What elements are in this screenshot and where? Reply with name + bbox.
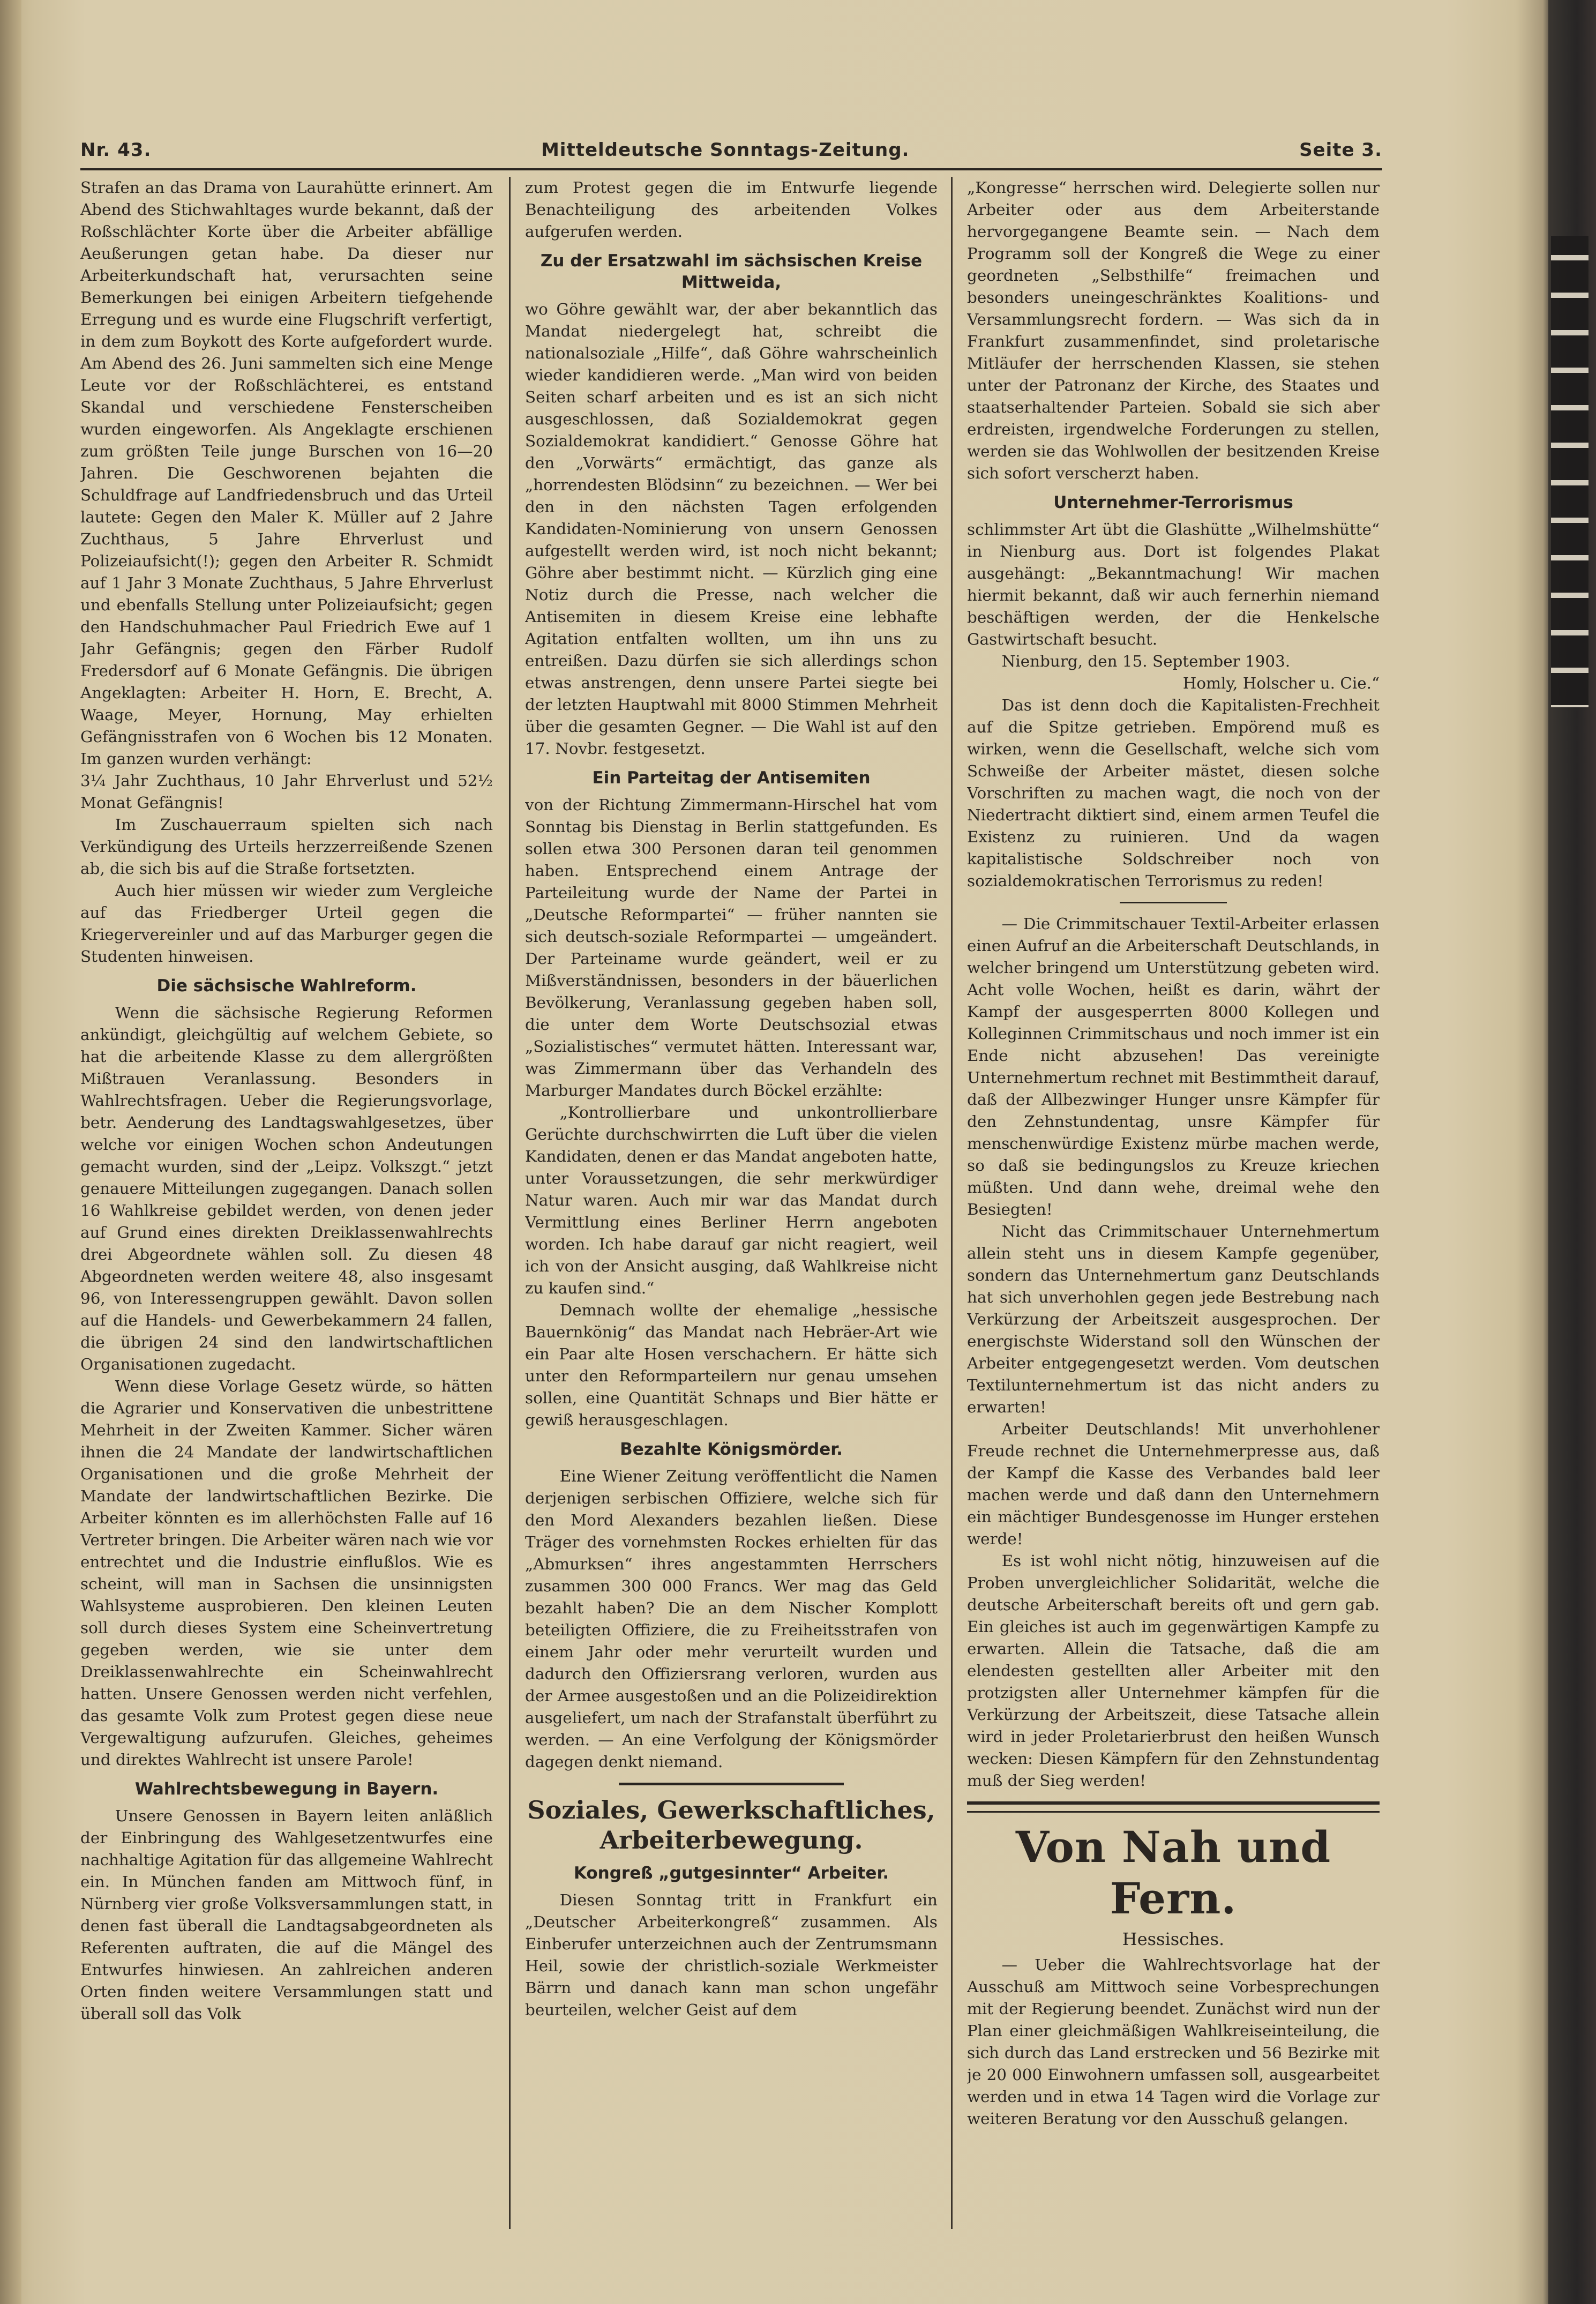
column-2	[525, 177, 938, 2229]
section-separator	[1120, 902, 1227, 903]
article-text: schlimmster Art übt die Glashütte „Wilhelmshütte“ in Nienburg aus. Dort ist folgendes Plakat ausgehängt: „Bekanntmachung! Wir machen hiermit bekannt, daß wir auch fernerhin niemand beschäftigen werden, der die Henkelsche Gastwirtschaft besucht.	[967, 520, 1380, 648]
article-text: Auch hier müssen wir wieder zum Vergleiche auf das Friedberger Urteil gegen die Kriegervereinler und auf das Marburger gegen die Studenten hinweisen.	[80, 881, 493, 966]
headline-wahlrechtsbewegung-bayern: Wahlrechtsbewegung in Bayern.	[134, 1779, 439, 1799]
headline-kongress-arbeiter: Kongreß „gutgesinnter“ Arbeiter.	[573, 1864, 889, 1883]
notice-date: Nienburg, den 15. September 1903.	[1001, 652, 1291, 670]
article-text: — Die Crimmitschauer Textil-Arbeiter erlassen einen Aufruf an die Arbeiterschaft Deutschlands, in welcher bringend um Unterstützung gebeten wird. Acht volle Wochen, heißt es darin, währt der Kampf der ausgesperrten 8000 Kollegen und Kolleginnen Crimmitschaus und noch immer ist ein Ende nicht abzusehen! Das vereinigte Unternehmertum rechnet mit Bestimmtheit darauf, daß der Allbezwinger Hunger unsre Kämpfer für den Zehnstundentag, unsre Kämpfer für menschenwürdige Existenz mürbe machen werde, so daß sie bedingungslos zu Kreuze kriechen müßten. Und dann wehe, dreimal wehe den Besiegten!	[967, 915, 1380, 1218]
section-separator	[619, 1783, 844, 1785]
article-text: 3¼ Jahr Zuchthaus, 10 Jahr Ehrverlust und 52½ Monat Gefängnis!	[80, 772, 493, 812]
article-text: Diesen Sonntag tritt in Frankfurt ein „Deutscher Arbeiterkongreß“ zusammen. Als Einberufer unterzeichnen auch der Zentrumsmann Heil, sowie der christlich-soziale Werkmeister Bärrn und danach kann man schon ungefähr beurteilen, welcher Geist auf dem	[525, 1891, 938, 2019]
headline-parteitag-antisemiten: Ein Parteitag der Antisemiten	[592, 768, 871, 788]
section-title-soziales: Soziales, Gewerkschaftliches, Arbeiterbewegung.	[527, 1796, 935, 1854]
headline-unternehmer-terrorismus: Unternehmer-Terrorismus	[1053, 493, 1293, 512]
headline-ersatzwahl-mittweida: Zu der Ersatzwahl im sächsischen Kreise Mittweida,	[540, 251, 923, 292]
article-text: Wenn diese Vorlage Gesetz würde, so hätten die Agrarier und Konservativen die unbestrittene Mehrheit in der Zweiten Kammer. Sicher wären ihnen die 24 Mandate der landwirtschaftlichen Organisationen und die große Mehrheit der Mandate der landwirtschaftlichen Bezirke. Die Arbeiter könnten es im allerhöchsten Falle auf 16 Vertreter bringen. Die Arbeiter wären nach wie vor entrechtet und die Industrie einflußlos. Wie es scheint, will man in Sachsen die unsinnigsten Wahlsysteme ausprobieren. Den kleinen Leuten soll durch dieses System eine Scheinvertretung gegeben werden, wie sie unter dem Dreiklassenwahlrechte ein Scheinwahlrecht hatten. Unsere Genossen werden nicht verfehlen, das gesamte Volk zum Protest gegen diese neue Vergewaltigung aufzurufen. Gleiches, geheimes und direktes Wahlrecht ist unsere Parole!	[80, 1377, 493, 1769]
binding-label	[1551, 236, 1588, 707]
notice-signature: Homly, Holscher u. Cie.“	[1182, 674, 1380, 692]
newspaper-page	[80, 134, 1382, 2234]
column-divider-1	[509, 177, 511, 2229]
column-divider-2	[951, 177, 953, 2229]
page-header	[80, 134, 1382, 166]
article-text: Unsere Genossen in Bayern leiten anläßlich der Einbringung des Wahlgesetzentwurfes eine nachhaltige Agitation für das allgemeine Wahlrecht ein. In München fanden am Mittwoch fünf, in Nürnberg vier große Volksversammlungen statt, in denen fast überall die Landtagsabgeordneten als Referenten auftraten, die auf die Mängel des Entwurfes hinwiesen. An zahlreichen anderen Orten finden weitere Versammlungen statt und überall soll das Volk	[80, 1807, 493, 2023]
section-title-von-nah-und-fern: Von Nah und Fern.	[1015, 1822, 1331, 1924]
article-text: Eine Wiener Zeitung veröffentlicht die Namen derjenigen serbischen Offiziere, welche sich für den Mord Alexanders bezahlen ließen. Diese Träger des vornehmsten Rockes erhielten für das „Abmurksen“ ihres angestammten Herrschers zusammen 300 000 Francs. Wer mag das Geld bezahlt haben? Die an dem Nischer Komplott beteiligten Offiziere, die zu Freiheitsstrafen von einem Jahr oder mehr verurteilt wurden und dadurch den Offiziersrang verloren, wurden aus der Armee ausgestoßen und an die Polizeidirektion ausgeliefert, um nach der Strafanstalt überführt zu werden. — An eine Verfolgung der Königsmörder dagegen denkt niemand.	[525, 1467, 938, 1771]
article-text: Strafen an das Drama von Laurahütte erinnert. Am Abend des Stichwahltages wurde bekannt, daß der Roßschlächter Korte über die Arbeiter abfällige Aeußerungen getan habe. Da dieser nur Arbeiterkundschaft hat, verursachten seine Bemerkungen bei einigen Arbeitern tiefgehende Erregung und es wurde eine Flugschrift verfertigt, in dem zum Boykott des Korte aufgefordert wurde. Am Abend des 26. Juni sammelten sich eine Menge Leute vor der Roßschlächterei, es entstand Skandal und verschiedene Fensterscheiben wurden eingeworfen. Als Angeklagte erschienen zum größten Teile junge Burschen von 16—20 Jahren. Die Geschworenen bejahten die Schuldfrage auf Landfriedensbruch und das Urteil lautete: Gegen den Maler K. Müller auf 2 Jahre Zuchthaus, 5 Jahre Ehrverlust und Polizeiaufsicht(!); gegen den Arbeiter R. Schmidt auf 1 Jahr 3 Monate Zuchthaus, 5 Jahre Ehrverlust und ebenfalls Stellung unter Polizeiaufsicht; gegen den Handschuhmacher Paul Friedrich Ewe auf 1 Jahr Gefängnis; gegen den Färber Rudolf Fredersdorf auf 6 Monate Gefängnis. Die übrigen Angeklagten: Arbeiter H. Horn, E. Brecht, A. Waage, Meyer, Hornung, May erhielten Gefängnisstrafen von 6 Wochen bis 12 Monaten. Im ganzen wurden verhängt:	[80, 178, 493, 768]
article-text: Wenn die sächsische Regierung Reformen ankündigt, gleichgültig auf welchem Gebiete, so hat die arbeitende Klasse zu dem allergrößten Mißtrauen Veranlassung. Besonders in Wahlrechtsfragen. Ueber die Regierungsvorlage, betr. Aenderung des Landtagswahlgesetzes, über welche vor einigen Wochen schon Andeutungen gemacht wurden, sind der „Leipz. Volkszgt.“ jetzt genauere Mitteilungen zugegangen. Danach sollen 16 Wahlkreise gebildet werden, von denen jeder auf Grund eines direkten Dreiklassenwahlrechts drei Abgeordnete wählen soll. Zu diesen 48 Abgeordneten werden weitere 48, also insgesamt 96, von Interessengruppen gewählt. Davon sollen auf die Handels- und Gewerbekammern 24 fallen, die übrigen 24 sind den landwirtschaftlichen Organisationen zugedacht.	[80, 1004, 493, 1373]
article-text: von der Richtung Zimmermann-Hirschel hat vom Sonntag bis Dienstag in Berlin stattgefunden. Es sollen etwa 300 Personen daran teil genommen haben. Entsprechend einem Antrage der Parteileitung wurde der Name der Partei in „Deutsche Reformpartei“ — früher nannten sie sich deutsch-soziale Reformpartei — umgeändert. Der Parteiname wurde geändert, weil er zu Mißverständnissen, besonders in der bäuerlichen Bevölkerung, Veranlassung gegeben haben soll, die unter dem Worte Deutschsozial etwas „Sozialistisches“ vermutet hätten. Interessant war, was Zimmermann über das Verhandeln des Marburger Mandates durch Böckel erzählte:	[525, 796, 938, 1099]
article-text: „Kongresse“ herrschen wird. Delegierte sollen nur Arbeiter oder aus dem Arbeiterstande hervorgegangene Beamte sein. — Nach dem Programm soll der Kongreß die Wege zu einer geordneten „Selbsthilfe“ freimachen und besonders uneingeschränktes Koalitions- und Versammlungsrecht fordern. — Was sich da in Frankfurt zusammenfindet, sind proletarische Mitläufer der herrschenden Klassen, sie stehen unter der Patronanz der Kirche, des Staates und staatserhaltender Parteien. Sobald sie sich aber erdreisten, irgendwelche Forderungen zu stellen, werden sie das Wohlwollen der besitzenden Kreise sich sofort verscherzt haben.	[967, 178, 1380, 482]
article-text: Im Zuschauerraum spielten sich nach Verkündigung des Urteils herzzerreißende Szenen ab, die sich bis auf die Straße fortsetzten.	[80, 816, 493, 878]
article-text: Es ist wohl nicht nötig, hinzuweisen auf die Proben unvergleichlicher Solidarität, welche die deutsche Arbeiterschaft bereits oft und gern gab. Ein gleiches ist auch im gegenwärtigen Kampfe zu erwarten. Allein die Tatsache, daß die am elendesten gestellten aller Arbeiter mit den protzigsten aller Unternehmer kämpfen für die Verkürzung der Arbeitszeit, diese Tatsache allein wird in jeder Proletarierbrust den heißen Wunsch wecken: Diesen Kämpfern für den Zehnstundentag muß der Sieg werden!	[967, 1552, 1380, 1790]
page-number: Seite 3.	[1299, 139, 1382, 161]
column-1	[80, 177, 493, 2229]
issue-number: Nr. 43.	[80, 139, 152, 161]
headline-saechsische-wahlreform: Die sächsische Wahlreform.	[156, 976, 417, 996]
article-text: — Ueber die Wahlrechtsvorlage hat der Ausschuß am Mittwoch seine Vorbesprechungen mit der Regierung beendet. Zunächst wird nun der Plan einer gleichmäßigen Wahlkreiseinteilung, die sich durch das Land erstrecken und 56 Bezirke mit je 20 000 Einwohnern umfassen soll, ausgearbeitet werden und in etwa 14 Tagen wird die Vorlage zur weiteren Beratung vor den Ausschuß gelangen.	[967, 1956, 1380, 2128]
article-text: Das ist denn doch die Kapitalisten-Frechheit auf die Spitze getrieben. Empörend muß es wirken, wenn die Gesellschaft, welche sich vom Schweiße der Arbeiter mästet, diesen solche Vorschriften zu machen wagt, die noch von der Niedertracht diktiert sind, einem armen Teufel die Existenz zu ruinieren. Und da wagen kapitalistische Soldschreiber noch von sozialdemokratischen Terrorismus zu reden!	[967, 696, 1380, 890]
article-text: Demnach wollte der ehemalige „hessische Bauernkönig“ das Mandat nach Hebräer-Art wie ein Paar alte Hosen verschachern. Er hätte sich unter den Reformparteilern nur genau umsehen sollen, eine Quantität Schnaps und Bier hätte er gewiß herausgeschlagen.	[525, 1301, 938, 1429]
article-text: wo Göhre gewählt war, der aber bekanntlich das Mandat niedergelegt hat, schreibt die nationalsoziale „Hilfe“, daß Göhre wahrscheinlich wieder kandidieren werde. „Man wird von beiden Seiten scharf arbeiten und es ist an sich nicht ausgeschlossen, daß Sozialdemokrat gegen Sozialdemokrat kandidiert.“ Genosse Göhre hat den „Vorwärts“ ermächtigt, das ganze als „horrendesten Blödsinn“ zu bezeichnen. — Wer bei den in den nächsten Tagen erfolgenden Kandidaten-Nominierung von unsern Genossen aufgestellt werden wird, ist noch nicht bekannt; Göhre aber bestimmt nicht. — Kürzlich ging eine Notiz durch die Presse, nach welcher die Antisemiten in diesem Kreise eine lebhafte Agitation entfalten wollten, um ihn uns zu entreißen. Dazu dürfen sie sich allerdings schon etwas anstrengen, denn unsere Partei siegte bei der letzten Hauptwahl mit 8000 Stimmen Mehrheit über die gesamten Gegner. — Die Wahl ist auf den 17. Novbr. festgesetzt.	[525, 300, 938, 758]
newspaper-title: Mitteldeutsche Sonntags-Zeitung.	[541, 139, 910, 161]
section-double-rule	[967, 1801, 1380, 1813]
header-rule	[80, 168, 1382, 170]
subsection-hessisches: Hessisches.	[1122, 1929, 1225, 1949]
column-3	[967, 177, 1380, 2229]
headline-bezahlte-koenigsmoerder: Bezahlte Königsmörder.	[620, 1440, 843, 1459]
article-text: Arbeiter Deutschlands! Mit unverhohlener Freude rechnet die Unternehmerpresse aus, daß der Kampf die Kasse des Verbandes bald leer machen werde und daß dann den Unternehmern ein mächtiger Bundesgenosse im Hunger erstehen werde!	[967, 1420, 1380, 1548]
article-text: zum Protest gegen die im Entwurfe liegende Benachteiligung des arbeitenden Volkes aufgerufen werden.	[525, 178, 938, 241]
article-quote: „Kontrollierbare und unkontrollierbare Gerüchte durchschwirrten die Luft über die vielen Kandidaten, denen er das Mandat angeboten hatte, unter Voraussetzungen, die sehr merkwürdiger Natur waren. Auch mir war das Mandat durch Vermittlung eines Berliner Herrn angeboten worden. Ich habe darauf gar nicht reagiert, weil ich von der Ansicht ausging, daß Wahlkreise nicht zu kaufen sind.“	[525, 1103, 938, 1297]
article-text: Nicht das Crimmitschauer Unternehmertum allein steht uns in diesem Kampfe gegenüber, sondern das Unternehmertum ganz Deutschlands hat sich unverhohlen gegen jede Bestrebung nach Verkürzung der Arbeitszeit ausgesprochen. Der energischste Widerstand soll den Wünschen der Arbeiter entgegengesetzt werden. Vom deutschen Textilunternehmertum ist das nicht anders zu erwarten!	[967, 1222, 1380, 1416]
left-page-edge	[0, 0, 21, 2304]
